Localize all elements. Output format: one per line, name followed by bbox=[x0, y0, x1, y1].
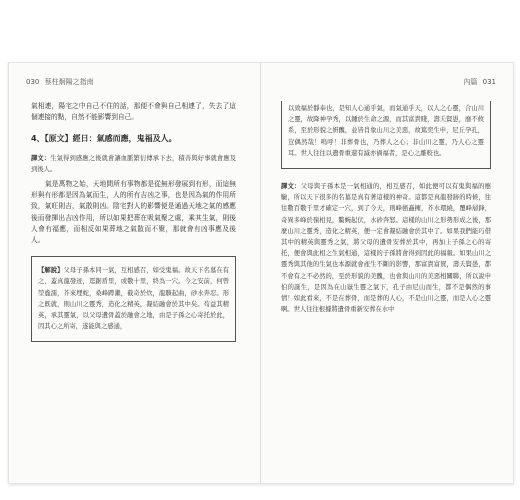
right-page-body bbox=[281, 101, 491, 319]
translation-text-right: 父母與子孫本是一氣相通的，相互感召，如此便可以有鬼與福的應驗，所以天下很多的名墓是真有著這樣的神奇。這都是真龍發跡的時候，往往數百數千里才確定一穴，到了今天，則峰巒矗擁，芥水環繞，覆峰層鋒，奇異多峰於嶺相見，鰲蜿起伏，水砂奔怒。這樣的山川之形勢形成之後，那麼山川之靈秀，造化之精英，便一定會凝結融會於其中了。如果我們能巧借其中的精英與靈秀之氣，將父母的遺骨安葬於其中，再加上子孫之心的寄托，便會與此相之生氣相通，這樣的子孫將會得到因此的福報。如果山川之靈秀與其他的生氣也本源就會產生不斷的影響，那富貴富賀，壽夭賢愚，都不會有之不必然的，至於形貌的美醜，也會與山川的美惡相關聯，所以說申伯的誕生，是因為在山嶽生靈之氣下，孔子由尼山而生，都不是偶然的事情！如此看來，不是在葬骨，而是葬的人心，不是山川之靈，而是人心之靈啊。世人往往根據將遺骨重新安葬在水中 bbox=[281, 183, 492, 314]
left-page-header bbox=[23, 77, 94, 87]
translation-text: 生氣得到感應之後就會讓血脈繁衍傳承下去，積善與好事就會應及到後人。 bbox=[31, 154, 237, 173]
right-page bbox=[261, 63, 513, 483]
book-spread bbox=[8, 62, 514, 484]
commentary-paragraph bbox=[38, 265, 229, 332]
explanation-paragraph: 氣是萬物之始，天地間所有事物都是從無形發展到有形，而這無形與有形都是因為氣而生，人的所有吉凶之事，也是因為氣的作用所致，氣旺則吉，氣散則凶。陰宅對人的影響便是通過天地之氣的感應後而發揮出吉凶作用，所以如果把葬在吸氣聚之處，乘其生氣，則後人會有福應，而相反如果葬地之氣散而不聚，那就會有凶事應及後人。 bbox=[31, 180, 236, 245]
translation-label-right: 譯文： bbox=[281, 183, 301, 191]
right-page-header bbox=[463, 77, 499, 87]
left-page-body bbox=[31, 101, 236, 342]
commentary-text: 父母子孫本同一氣，互相感召，如受鬼福。故天下名墓在有之，蓋真龍發迹，逕踞盾里，或數十里，終為一穴。今之安前，何曾塋麁濡，芥來埋蛇，桑峰蹲瀨，截奇於炊，龍駭起曲，砂水奔忍。形之既就，則山川之靈秀，造化之精英，凝結融會於其中矣。苟益其精英，承其靈氣，以父母遺骨蓋於融會之地，由是子孫之心寄托於此，因其心之所寄，遂能與之感通， bbox=[38, 267, 230, 331]
left-page bbox=[9, 63, 261, 483]
commentary-box bbox=[31, 256, 236, 342]
translation-paragraph bbox=[31, 153, 236, 175]
section-name: 內篇 bbox=[463, 78, 478, 86]
left-page-number: 030 bbox=[26, 78, 40, 86]
running-title: 蔡柱炯陽之指南 bbox=[44, 78, 94, 86]
section-heading: 4、【原文】經日：氣感而應，鬼福及人。 bbox=[31, 134, 177, 144]
translation-label: 譯文： bbox=[31, 154, 51, 162]
commentary-box-continued bbox=[281, 101, 491, 169]
right-page-number: 031 bbox=[482, 78, 496, 86]
paragraph-continued: 氣相連，陽宅之中自己不住的話，那便不會與自己相連了，失去了這個連接的點，自然不能影響到自己。 bbox=[31, 102, 236, 122]
translation-paragraph-right bbox=[281, 181, 491, 315]
commentary-label: 【解說】 bbox=[38, 267, 64, 275]
commentary-continued-text: 以致福於靜奉也，是知人心通乎氣，而氣通乎天，以人之心靈，合山川之靈，故降神孕秀，以鍾於生命之源，而其富貴賤，壽夭賢愚，靡不攸系，至於形貌之妍醜，並皆肖象山川之美惡，故篤奕生申，尼丘孕孔，豈偶然哉！嗚呼！非葬骨也，乃葬人之心；非山川之靈，乃人心之靈耳。世人往往以遺骨重還有滅亦禍福者，是心之離較也。 bbox=[288, 105, 484, 157]
